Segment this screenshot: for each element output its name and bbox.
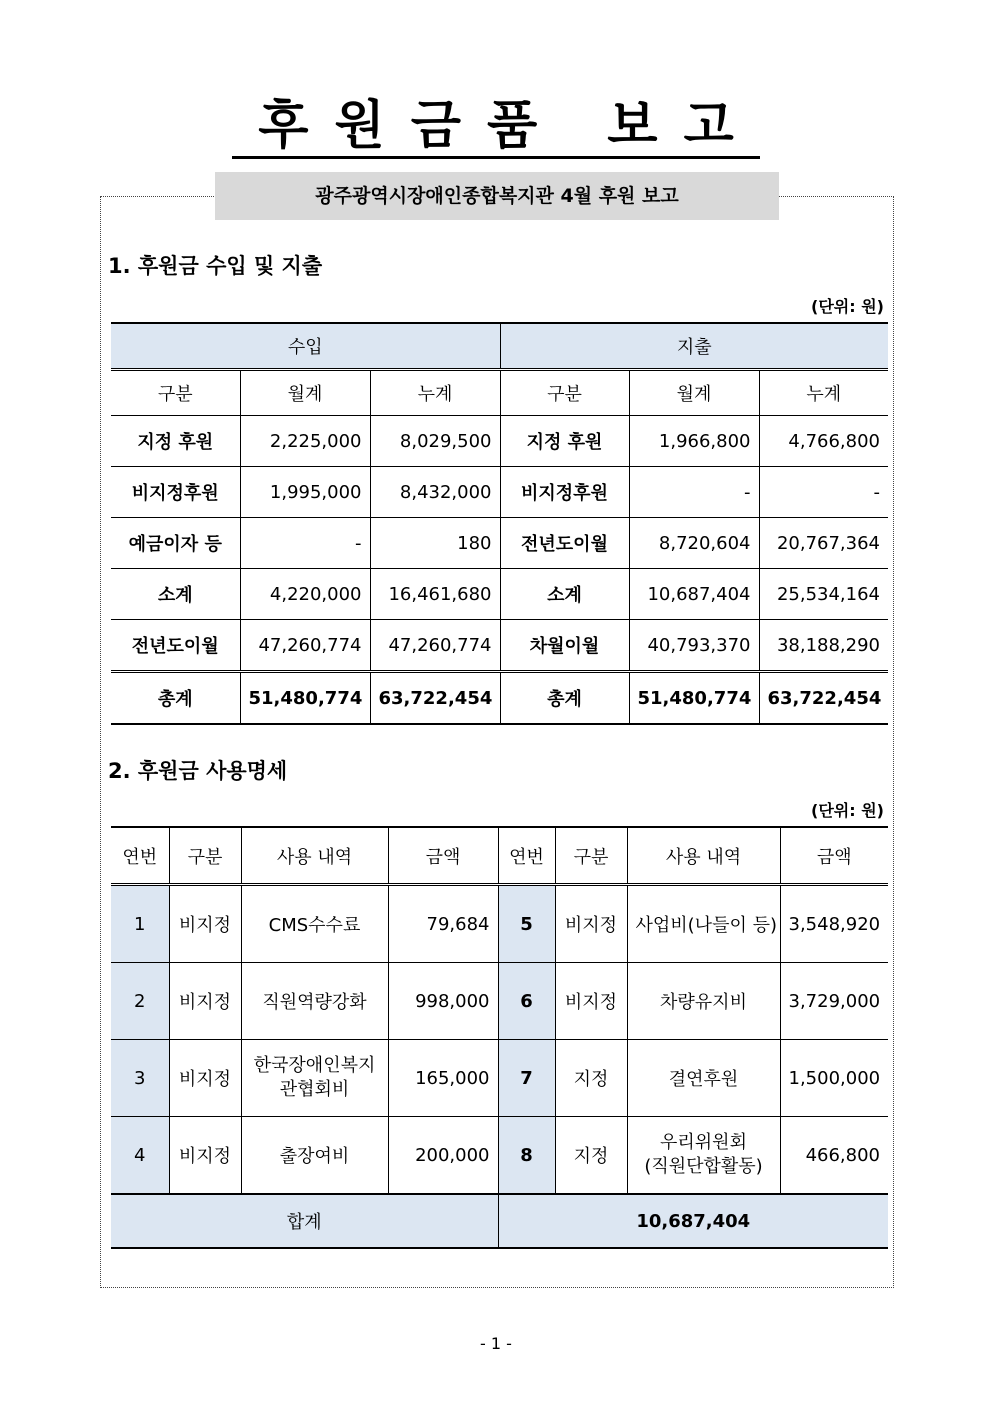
row-desc: 출장여비 xyxy=(241,1117,388,1195)
row-category: 전년도이월 xyxy=(500,518,629,569)
cell-value: 47,260,774 xyxy=(240,620,370,672)
cell-value: 4,766,800 xyxy=(759,416,888,467)
section1-unit: (단위: 원) xyxy=(811,297,884,316)
row-category: 비지정 xyxy=(169,1040,241,1117)
cell-value: 51,480,774 xyxy=(629,672,759,725)
report-subtitle: 광주광역시장애인종합복지관 4월 후원 보고 xyxy=(215,172,779,220)
page-number: - 1 - xyxy=(480,1334,512,1353)
col-cumulative: 누계 xyxy=(370,370,500,416)
row-category: 차월이월 xyxy=(500,620,629,672)
row-amount: 79,684 xyxy=(388,885,498,963)
row-category: 소계 xyxy=(111,569,240,620)
cell-value: 180 xyxy=(370,518,500,569)
row-number: 3 xyxy=(111,1040,169,1117)
col-desc: 사용 내역 xyxy=(627,827,780,885)
total-label: 합계 xyxy=(111,1194,498,1248)
row-desc: CMS수수료 xyxy=(241,885,388,963)
row-category: 지정 xyxy=(555,1117,627,1195)
total-row xyxy=(111,672,888,725)
row-amount: 998,000 xyxy=(388,963,498,1040)
table-row xyxy=(111,569,888,620)
cell-value: 8,720,604 xyxy=(629,518,759,569)
table-row xyxy=(111,963,888,1040)
cell-value: 40,793,370 xyxy=(629,620,759,672)
row-category: 비지정 xyxy=(169,963,241,1040)
row-category: 비지정 xyxy=(555,885,627,963)
row-category: 총계 xyxy=(500,672,629,725)
cell-value: - xyxy=(759,467,888,518)
row-category: 비지정 xyxy=(169,1117,241,1195)
row-category: 전년도이월 xyxy=(111,620,240,672)
row-category: 비지정 xyxy=(169,885,241,963)
row-amount: 1,500,000 xyxy=(780,1040,888,1117)
cell-value: 4,220,000 xyxy=(240,569,370,620)
row-category: 예금이자 등 xyxy=(111,518,240,569)
cell-value: - xyxy=(629,467,759,518)
table-row xyxy=(111,467,888,518)
col-cat: 구분 xyxy=(555,827,627,885)
cell-value: 2,225,000 xyxy=(240,416,370,467)
row-category: 비지정후원 xyxy=(500,467,629,518)
table-row xyxy=(111,518,888,569)
table-row xyxy=(111,1040,888,1117)
row-category: 총계 xyxy=(111,672,240,725)
row-number: 1 xyxy=(111,885,169,963)
usage-table xyxy=(111,826,888,1249)
col-monthly: 월계 xyxy=(240,370,370,416)
col-desc: 사용 내역 xyxy=(241,827,388,885)
section2-unit: (단위: 원) xyxy=(811,801,884,820)
cell-value: 63,722,454 xyxy=(759,672,888,725)
col-no: 연번 xyxy=(498,827,555,885)
col-monthly: 월계 xyxy=(629,370,759,416)
col-amount: 금액 xyxy=(780,827,888,885)
row-category: 지정 xyxy=(555,1040,627,1117)
col-amount: 금액 xyxy=(388,827,498,885)
cell-value: 25,534,164 xyxy=(759,569,888,620)
row-category: 지정 후원 xyxy=(111,416,240,467)
col-cumulative: 누계 xyxy=(759,370,888,416)
cell-value: 1,995,000 xyxy=(240,467,370,518)
cell-value: 63,722,454 xyxy=(370,672,500,725)
row-amount: 3,548,920 xyxy=(780,885,888,963)
row-category: 지정 후원 xyxy=(500,416,629,467)
cell-value: 38,188,290 xyxy=(759,620,888,672)
row-desc: 직원역량강화 xyxy=(241,963,388,1040)
cell-value: 10,687,404 xyxy=(629,569,759,620)
income-header: 수입 xyxy=(111,323,500,370)
col-no: 연번 xyxy=(111,827,169,885)
section2-heading: 2. 후원금 사용명세 xyxy=(108,759,288,783)
cell-value: 51,480,774 xyxy=(240,672,370,725)
total-row xyxy=(111,1194,888,1248)
section1-heading: 1. 후원금 수입 및 지출 xyxy=(108,254,323,278)
income-expense-table xyxy=(111,322,888,725)
row-number: 2 xyxy=(111,963,169,1040)
cell-value: 20,767,364 xyxy=(759,518,888,569)
row-desc: 한국장애인복지 관협회비 xyxy=(241,1040,388,1117)
expense-header: 지출 xyxy=(500,323,888,370)
document-title: 후원금품 보고 xyxy=(0,96,992,159)
row-desc: 우리위원회 (직원단합활동) xyxy=(627,1117,780,1195)
cell-value: 47,260,774 xyxy=(370,620,500,672)
col-category: 구분 xyxy=(500,370,629,416)
cell-value: 16,461,680 xyxy=(370,569,500,620)
col-category: 구분 xyxy=(111,370,240,416)
table-row xyxy=(111,885,888,963)
row-number: 6 xyxy=(498,963,555,1040)
col-cat: 구분 xyxy=(169,827,241,885)
row-category: 비지정후원 xyxy=(111,467,240,518)
table-row xyxy=(111,1117,888,1195)
row-desc: 결연후원 xyxy=(627,1040,780,1117)
row-number: 8 xyxy=(498,1117,555,1195)
row-category: 소계 xyxy=(500,569,629,620)
total-value: 10,687,404 xyxy=(498,1194,888,1248)
row-desc: 차량유지비 xyxy=(627,963,780,1040)
row-number: 7 xyxy=(498,1040,555,1117)
cell-value: 8,432,000 xyxy=(370,467,500,518)
row-number: 5 xyxy=(498,885,555,963)
cell-value: - xyxy=(240,518,370,569)
row-number: 4 xyxy=(111,1117,169,1195)
table-row xyxy=(111,620,888,672)
row-desc: 사업비(나들이 등) xyxy=(627,885,780,963)
row-amount: 200,000 xyxy=(388,1117,498,1195)
row-category: 비지정 xyxy=(555,963,627,1040)
row-amount: 165,000 xyxy=(388,1040,498,1117)
cell-value: 1,966,800 xyxy=(629,416,759,467)
row-amount: 466,800 xyxy=(780,1117,888,1195)
row-amount: 3,729,000 xyxy=(780,963,888,1040)
cell-value: 8,029,500 xyxy=(370,416,500,467)
table-row xyxy=(111,416,888,467)
